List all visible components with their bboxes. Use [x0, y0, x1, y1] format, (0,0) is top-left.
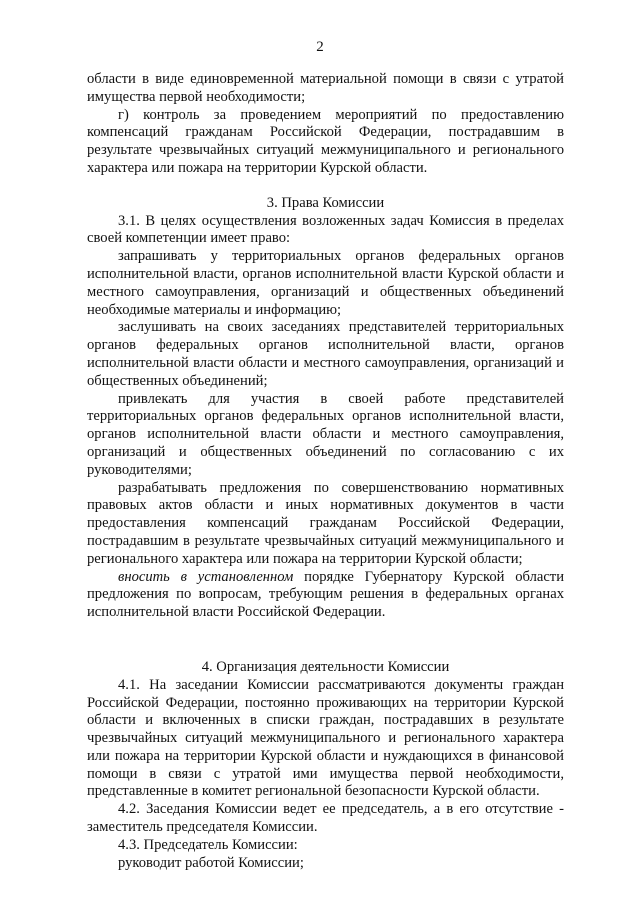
section-4-heading: 4. Организация деятельности Комиссии [201, 658, 450, 675]
section-3-item: привлекать для участия в своей работе представителей территориальных органов федеральных органов исполнительной власти, органов исполнительной власти области и местного самоуправления, организаций и общественных объединений по согласованию с их руководителями; [87, 390, 564, 478]
section-3-item: запрашивать у территориальных органов федеральных органов исполнительной власти, органов исполнительной власти Курской области и местного самоуправления, организаций и общественных объединений необходимые материалы и информацию; [87, 248, 564, 318]
section-3-item-last-text: порядке Губернатору Курской области предложения по вопросам, требующим решения в федеральных органах исполнительной власти Российской Федерации. [87, 568, 564, 621]
section-3-heading: 3. Права Комиссии [266, 194, 385, 211]
italic-phrase: вносить в установленном [118, 568, 294, 585]
section-4-paragraph: 4.1. На заседании Комиссии рассматриваются документы граждан Российской Федерации, постоянно проживающих на территории Курской области и включенных в списки граждан, пострадавших в результате чрезвычайных ситуаций межмуниципального и регионального характера или пожара на территории Курской области и нуждающихся в финансовой помощи в связи с утратой ими имущества первой необходимости, представленные в комитет региональной безопасности Курской области. [87, 676, 564, 800]
section-4-paragraph: 4.3. Председатель Комиссии: [118, 836, 298, 853]
paragraph-item-g: г) контроль за проведением мероприятий по предоставлению компенсаций гражданам Российской Федерации, пострадавшим в результате чрезвычайных ситуаций межмуниципального и регионального характера или пожара на территории Курской области. [87, 106, 564, 176]
section-3-item: разрабатывать предложения по совершенствованию нормативных правовых актов области и иных нормативных документов в части предоставления компенсаций гражданам Российской Федерации, пострадавшим в результате чрезвычайных ситуаций межмуниципального и регионального характера или пожара на территории Курской области; [87, 479, 564, 567]
section-4-paragraph: руководит работой Комиссии; [118, 854, 304, 871]
section-4-paragraph: 4.2. Заседания Комиссии ведет ее председатель, а в его отсутствие - заместитель председателя Комиссии. [87, 801, 564, 836]
paragraph-intro-continued: области в виде единовременной материальной помощи в связи с утратой имущества первой необходимости; [87, 71, 564, 105]
page-number: 2 [316, 39, 324, 55]
section-3-lead: 3.1. В целях осуществления возложенных задач Комиссия в пределах своей компетенции имеет право: [87, 212, 564, 247]
section-3-item-last [87, 569, 564, 622]
section-3-item: заслушивать на своих заседаниях представителей территориальных органов федеральных органов исполнительной власти, органов исполнительной власти области и местного самоуправления, организаций и общественных объединений; [87, 319, 564, 389]
document-body [87, 71, 564, 872]
